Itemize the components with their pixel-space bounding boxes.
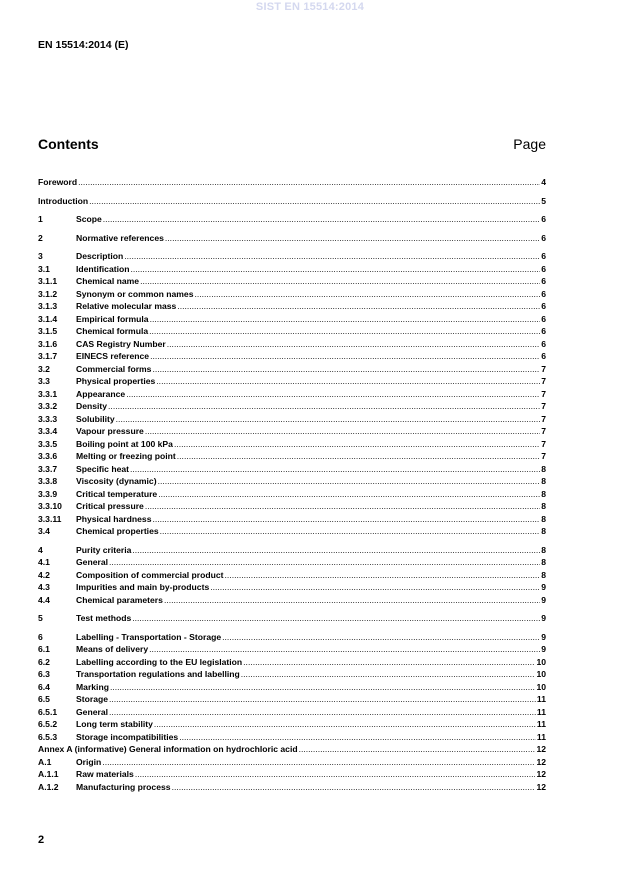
toc-entry-page: 7 [541,426,546,436]
toc-entry-page: 8 [541,513,546,524]
document-id: EN 15514:2014 (E) [38,39,129,51]
dot-leader [140,275,540,288]
toc-entry[interactable] [38,781,546,794]
dot-leader [164,594,540,607]
toc-entry-page: 7 [541,413,546,424]
toc-entry-title: Critical temperature [76,488,158,499]
toc-entry-page: 11 [536,731,546,742]
toc-entry-title: Manufacturing process [76,781,171,792]
table-of-contents [38,176,546,793]
toc-entry-number: 3.3.7 [38,463,58,474]
toc-entry-page: 6 [541,288,546,299]
dot-leader [243,656,535,669]
toc-entry-page: 8 [541,526,546,536]
dot-leader [109,706,536,719]
toc-entry-number: 4.2 [38,569,50,580]
toc-entry-title: Labelling - Transportation - Storage [76,631,222,642]
dot-leader [135,768,536,781]
toc-entry-title: Empirical formula [76,313,149,324]
toc-entry[interactable] [38,400,546,413]
dot-leader [89,195,540,208]
toc-entry-number: 3.3.2 [38,401,58,411]
toc-entry-page: 12 [536,769,546,779]
toc-entry-page: 7 [541,376,546,386]
toc-entry[interactable] [38,300,546,313]
toc-entry-title: Boiling point at 100 kPa [76,438,173,449]
toc-entry[interactable] [38,313,546,326]
page-title: Contents [38,136,99,152]
toc-entry[interactable] [38,768,546,781]
toc-entry-title: Scope [76,214,102,224]
dot-leader [126,388,540,401]
toc-entry-page: 9 [541,594,546,605]
toc-entry-title: Synonym or common names [76,288,194,299]
toc-entry-number: 2 [38,232,43,243]
dot-leader [124,250,540,263]
toc-entry-page: 6 [541,351,546,361]
toc-entry-number: 6.5.3 [38,731,58,742]
toc-entry-number: 3.3.8 [38,476,58,486]
dot-leader [132,544,540,557]
toc-entry-title: Solubility [76,413,115,424]
toc-entry-number: 3.1.7 [38,351,58,361]
toc-entry[interactable] [38,263,546,276]
toc-entry-page: 12 [536,744,546,754]
toc-entry-number: 1 [38,214,43,224]
toc-entry[interactable] [38,569,546,582]
toc-entry-title: Annex A (informative) General information on hydrochloric acid [38,744,298,754]
dot-leader [109,693,536,706]
toc-entry-number: 3.1.4 [38,313,58,324]
toc-entry-title: Critical pressure [76,501,144,511]
toc-entry[interactable] [38,612,546,625]
toc-entry-title: Description [76,251,124,261]
toc-entry-title: Marking [76,681,109,692]
dot-leader [241,668,536,681]
toc-entry[interactable] [38,450,546,463]
toc-entry-page: 4 [541,177,546,187]
toc-entry[interactable] [38,488,546,501]
dot-leader [145,425,540,438]
toc-entry[interactable] [38,706,546,719]
dot-leader [145,500,540,513]
toc-entry-page: 7 [541,388,546,399]
toc-entry-page: 10 [536,656,546,667]
toc-entry-page: 12 [536,756,546,767]
toc-entry[interactable] [38,731,546,744]
toc-entry-title: Chemical formula [76,326,149,336]
toc-entry-number: 5 [38,613,43,623]
toc-entry-page: 11 [536,694,546,704]
toc-entry-title: Composition of commercial product [76,569,224,580]
toc-entry[interactable] [38,718,546,731]
toc-entry-title: Chemical properties [76,526,159,536]
dot-leader [177,450,540,463]
toc-entry-title: Physical properties [76,376,156,386]
toc-entry-page: 7 [541,438,546,449]
toc-entry-number: 3.1.5 [38,326,58,336]
toc-entry-title: Means of delivery [76,644,149,654]
dot-leader [210,581,540,594]
toc-entry-page: 10 [536,681,546,692]
dot-leader [172,781,536,794]
toc-entry-title: Chemical name [76,276,140,286]
toc-entry-page: 6 [541,251,546,261]
toc-entry-title: Labelling according to the EU legislation [76,656,243,667]
toc-entry[interactable] [38,275,546,288]
toc-entry-title: Chemical parameters [76,594,163,605]
toc-entry-title: Transportation regulations and labelling [76,669,240,679]
dot-leader [103,213,540,226]
dot-leader [102,756,535,769]
toc-entry-page: 9 [541,613,546,623]
toc-entry[interactable] [38,232,546,245]
toc-entry-number: 3.1.3 [38,301,58,311]
dot-leader [116,413,541,426]
dot-leader [149,643,540,656]
toc-entry-page: 7 [541,363,546,374]
toc-entry-page: 8 [541,476,546,486]
toc-entry[interactable] [38,643,546,656]
toc-entry-title: EINECS reference [76,351,150,361]
toc-entry[interactable] [38,525,546,538]
toc-entry[interactable] [38,668,546,681]
toc-entry-title: Raw materials [76,769,134,779]
toc-entry[interactable] [38,288,546,301]
toc-entry[interactable] [38,681,546,694]
toc-entry[interactable] [38,631,546,644]
dot-leader [158,475,541,488]
toc-entry-number: 3.3.6 [38,451,58,461]
toc-entry-page: 8 [541,544,546,555]
toc-entry-page: 8 [541,488,546,499]
toc-entry[interactable] [38,213,546,226]
toc-entry-number: 3.3.5 [38,438,58,449]
toc-entry-title: Relative molecular mass [76,301,177,311]
dot-leader [154,718,536,731]
toc-entry-number: 3.3.11 [38,513,62,524]
toc-entry-title: Specific heat [76,463,130,474]
dot-leader [225,569,541,582]
toc-entry-page: 9 [541,582,546,592]
toc-entry-title: Vapour pressure [76,426,144,436]
toc-entry[interactable] [38,250,546,263]
toc-entry[interactable] [38,743,546,756]
toc-entry-number: 3.3.1 [38,388,58,399]
toc-entry-number: 6.2 [38,656,50,667]
toc-entry[interactable] [38,338,546,351]
toc-entry-number: 3.1.1 [38,276,58,286]
toc-entry-page: 10 [536,669,546,679]
toc-entry[interactable] [38,413,546,426]
dot-leader [152,363,540,376]
toc-entry-number: 3.1 [38,263,50,274]
toc-entry-number: 6 [38,631,43,642]
toc-entry[interactable] [38,594,546,607]
toc-entry[interactable] [38,656,546,669]
dot-leader [174,438,540,451]
dot-leader [222,631,540,644]
toc-entry-page: 6 [541,301,546,311]
toc-entry-page: 5 [541,195,546,206]
toc-entry[interactable] [38,513,546,526]
toc-entry-page: 6 [541,232,546,243]
toc-entry-number: 4.3 [38,582,50,592]
toc-entry-title: Storage [76,694,108,704]
toc-entry[interactable] [38,325,546,338]
toc-entry-title: Long term stability [76,719,153,729]
toc-entry-number: 4.4 [38,594,50,605]
dot-leader [152,513,540,526]
toc-entry-title: General [76,706,109,717]
toc-entry-page: 6 [541,214,546,224]
dot-leader [130,463,540,476]
toc-entry[interactable] [38,581,546,594]
toc-entry-number: 3.3.9 [38,488,58,499]
toc-entry-title: Test methods [76,613,132,623]
dot-leader [194,288,540,301]
toc-entry-page: 8 [541,557,546,567]
dot-leader [108,400,540,413]
toc-entry[interactable] [38,756,546,769]
toc-entry-title: Purity criteria [76,544,132,555]
toc-entry-title: Viscosity (dynamic) [76,476,157,486]
toc-entry-number: 6.5.1 [38,706,58,717]
toc-entry-number: A.1.1 [38,769,59,779]
watermark: SIST EN 15514:2014 [255,1,365,13]
dot-leader [165,232,540,245]
toc-entry-title: Physical hardness [76,513,152,524]
toc-entry-number: 6.5.2 [38,719,58,729]
toc-entry-page: 6 [541,326,546,336]
toc-entry-page: 8 [541,501,546,511]
toc-entry-title: Identification [76,263,130,274]
dot-leader [299,743,536,756]
toc-entry-page: 6 [541,313,546,324]
dot-leader [130,263,540,276]
toc-entry[interactable] [38,195,546,208]
toc-entry-number: 3.3.10 [38,501,62,511]
toc-entry[interactable] [38,500,546,513]
toc-entry-number: 6.1 [38,644,50,654]
dot-leader [177,300,540,313]
toc-entry-number: 3.4 [38,526,50,536]
toc-entry-number: 3 [38,251,43,261]
toc-entry[interactable] [38,544,546,557]
toc-entry-page: 9 [541,631,546,642]
toc-entry[interactable] [38,425,546,438]
toc-entry-title: Storage incompatibilities [76,731,179,742]
toc-entry-number: A.1.2 [38,781,59,792]
toc-entry-page: 11 [536,706,546,717]
dot-leader [156,375,540,388]
toc-entry-number: 3.1.2 [38,288,58,299]
toc-entry-number: 3.1.6 [38,338,58,349]
toc-entry[interactable] [38,556,546,569]
toc-entry-number: 4.1 [38,557,50,567]
dot-leader [149,325,540,338]
dot-leader [158,488,540,501]
toc-entry[interactable] [38,438,546,451]
dot-leader [160,525,541,538]
toc-entry-title: Normative references [76,232,164,243]
toc-entry-page: 6 [541,338,546,349]
toc-entry-page: 9 [541,644,546,654]
dot-leader [150,350,540,363]
toc-entry-title: Impurities and main by-products [76,582,210,592]
toc-entry[interactable] [38,475,546,488]
page-number: 2 [38,834,45,846]
toc-entry-number: 3.3.4 [38,426,58,436]
dot-leader [132,612,540,625]
dot-leader [78,176,540,189]
toc-entry-number: 3.3.3 [38,413,58,424]
toc-entry[interactable] [38,463,546,476]
dot-leader [109,556,540,569]
toc-entry-number: 3.3 [38,376,50,386]
toc-entry[interactable] [38,363,546,376]
toc-entry-number: 6.4 [38,681,50,692]
toc-entry-page: 8 [541,569,546,580]
toc-entry[interactable] [38,375,546,388]
dot-leader [150,313,541,326]
toc-entry[interactable] [38,176,546,189]
toc-entry-title: Foreword [38,177,78,187]
toc-entry-number: 4 [38,544,43,555]
toc-entry-title: Introduction [38,195,89,206]
toc-entry-page: 6 [541,263,546,274]
toc-entry-title: Appearance [76,388,126,399]
toc-entry[interactable] [38,388,546,401]
toc-entry-title: Origin [76,756,102,767]
dot-leader [110,681,535,694]
toc-entry-title: CAS Registry Number [76,338,166,349]
toc-entry-page: 12 [536,781,546,792]
toc-entry-page: 7 [541,451,546,461]
toc-entry-number: A.1 [38,756,52,767]
toc-entry-number: 6.3 [38,669,50,679]
toc-entry[interactable] [38,693,546,706]
toc-entry-page: 11 [536,719,546,729]
toc-entry-page: 8 [541,463,546,474]
dot-leader [167,338,540,351]
toc-entry-number: 3.2 [38,363,50,374]
toc-entry[interactable] [38,350,546,363]
toc-entry-number: 6.5 [38,694,50,704]
toc-entry-page: 6 [541,276,546,286]
toc-entry-page: 7 [541,401,546,411]
toc-entry-title: Density [76,401,108,411]
dot-leader [179,731,536,744]
toc-entry-title: Melting or freezing point [76,451,176,461]
toc-entry-title: Commercial forms [76,363,152,374]
page-column-label: Page [513,136,546,152]
toc-entry-title: General [76,557,109,567]
